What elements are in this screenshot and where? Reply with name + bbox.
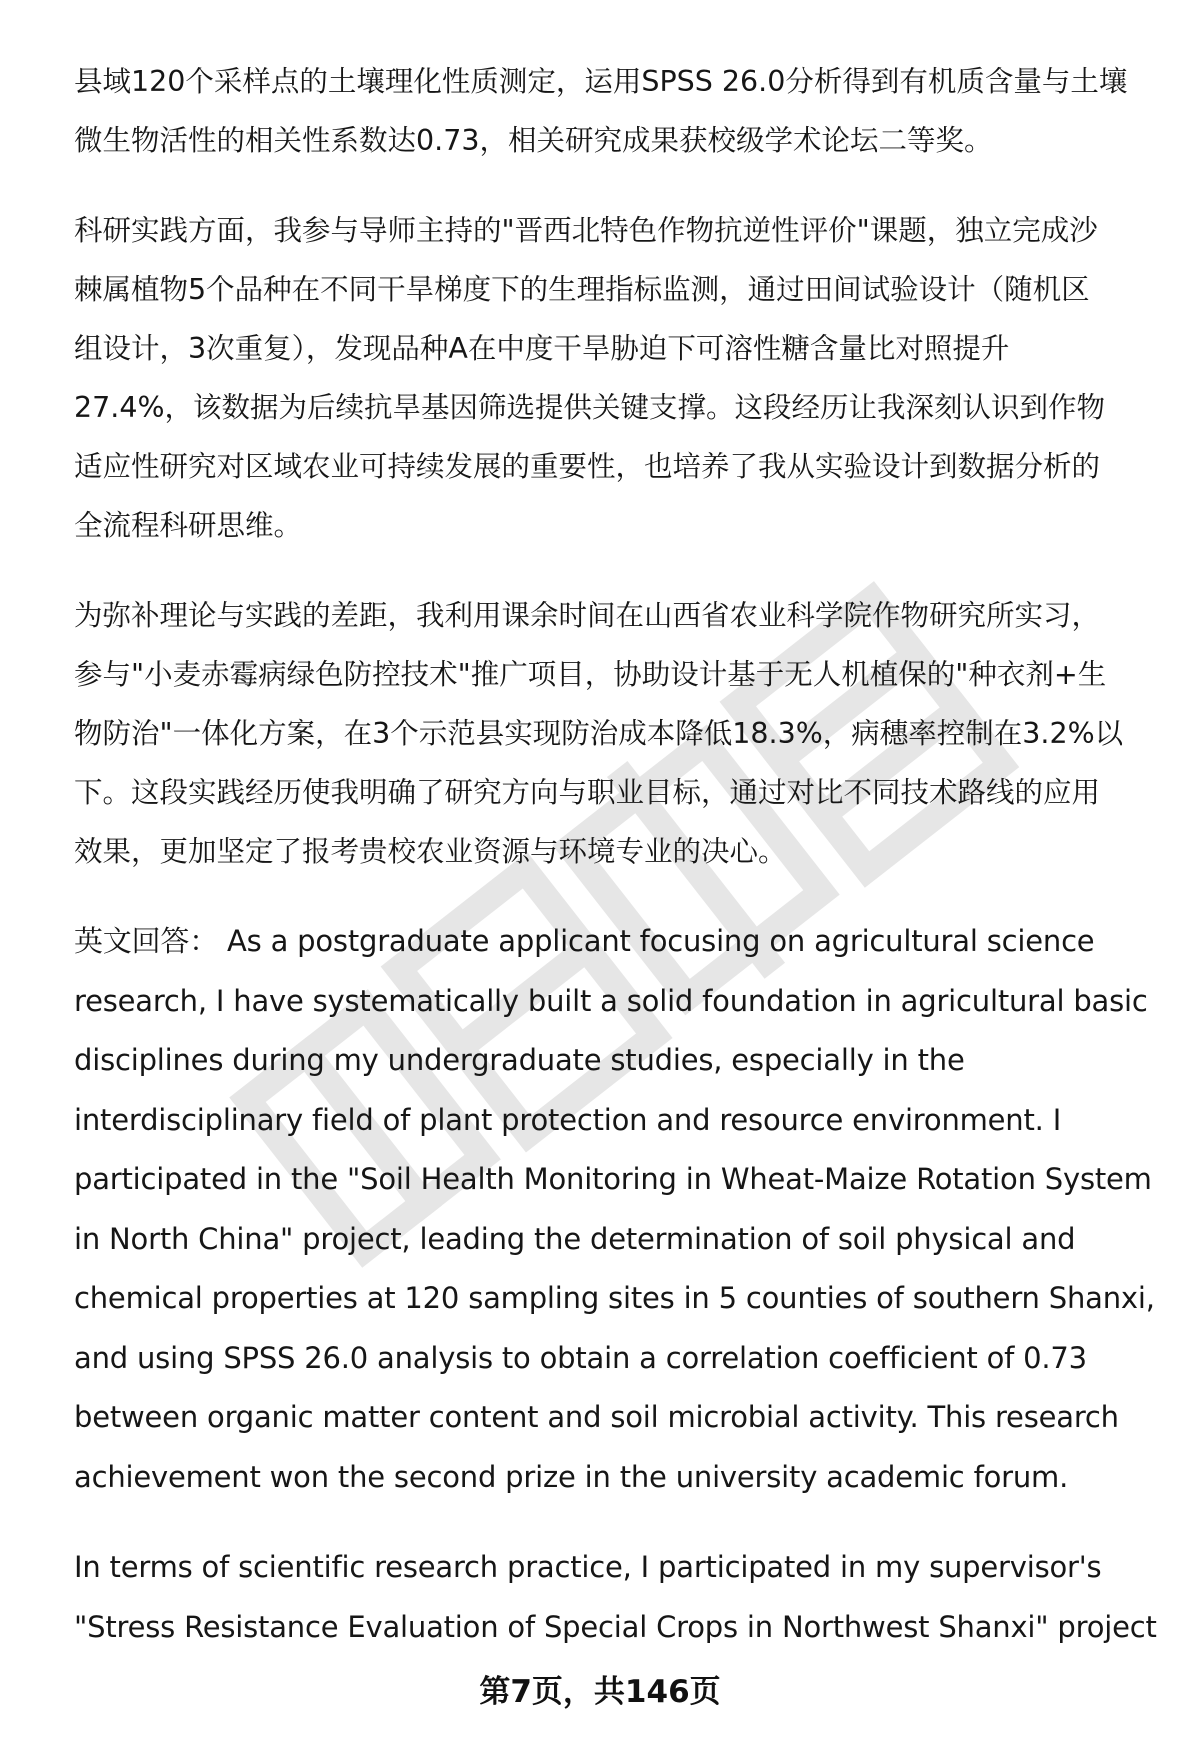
text-line: In terms of scientific research practice, I participated in my supervisor's — [74, 1550, 1102, 1584]
text-line: 微生物活性的相关性系数达0.73，相关研究成果获校级学术论坛二等奖。 — [74, 124, 993, 157]
text-line: 组设计，3次重复），发现品种A在中度干旱胁迫下可溶性糖含量比对照提升 — [74, 332, 1010, 365]
paragraph-cn-continued — [74, 52, 1154, 170]
text-line: between organic matter content and soil microbial activity. This research — [74, 1400, 1119, 1434]
text-line: in North China" project, leading the determination of soil physical and — [74, 1221, 1076, 1256]
text-line: achievement won the second prize in the university academic forum. — [74, 1459, 1069, 1494]
text-line: 英文回答： As a postgraduate applicant focusing on agricultural science — [74, 924, 1095, 958]
paragraph-cn-internship — [74, 586, 1154, 881]
text-line: 全流程科研思维。 — [74, 509, 303, 542]
text-line: research, I have systematically built a solid foundation in agricultural basic — [74, 983, 1148, 1018]
text-line: chemical properties at 120 sampling sites in 5 counties of southern Shanxi, — [74, 1281, 1155, 1315]
text-line: 为弥补理论与实践的差距，我利用课余时间在山西省农业科学院作物研究所实习， — [74, 599, 1101, 632]
text-line: 效果，更加坚定了报考贵校农业资源与环境专业的决心。 — [74, 835, 787, 868]
text-line: 27.4%，该数据为后续抗旱基因筛选提供关键支撑。这段经历让我深刻认识到作物 — [74, 391, 1106, 424]
page-number-footer: 第7页，共146页 — [479, 1674, 721, 1710]
document-body — [74, 52, 1157, 1688]
text-line: 参与"小麦赤霉病绿色防控技术"推广项目，协助设计基于无人机植保的"种衣剂+生 — [74, 658, 1107, 691]
text-line: 下。这段实践经历使我明确了研究方向与职业目标，通过对比不同技术路线的应用 — [74, 776, 1101, 809]
text-line: 科研实践方面，我参与导师主持的"晋西北特色作物抗逆性评价"课题，独立完成沙 — [74, 214, 1098, 247]
text-line: interdisciplinary field of plant protection and resource environment. I — [74, 1102, 1062, 1137]
text-line: and using SPSS 26.0 analysis to obtain a correlation coefficient of 0.73 — [74, 1340, 1087, 1375]
text-line: 棘属植物5个品种在不同干旱梯度下的生理指标监测，通过田间试验设计（随机区 — [74, 273, 1090, 306]
text-line: participated in the "Soil Health Monitoring in Wheat-Maize Rotation System — [74, 1162, 1152, 1196]
paragraph-en-research — [74, 1538, 1157, 1657]
paragraph-cn-research — [74, 201, 1154, 555]
text-line: "Stress Resistance Evaluation of Special Crops in Northwest Shanxi" project — [74, 1609, 1157, 1644]
text-line: 县域120个采样点的土壤理化性质测定，运用SPSS 26.0分析得到有机质含量与土壤 — [74, 65, 1128, 98]
text-line: disciplines during my undergraduate studies, especially in the — [74, 1043, 965, 1077]
paragraph-en-answer — [74, 912, 1154, 1507]
text-line: 适应性研究对区域农业可持续发展的重要性，也培养了我从实验设计到数据分析的 — [74, 450, 1101, 483]
text-line: 物防治"一体化方案，在3个示范县实现防治成本降低18.3%，病穗率控制在3.2%以 — [74, 717, 1124, 750]
